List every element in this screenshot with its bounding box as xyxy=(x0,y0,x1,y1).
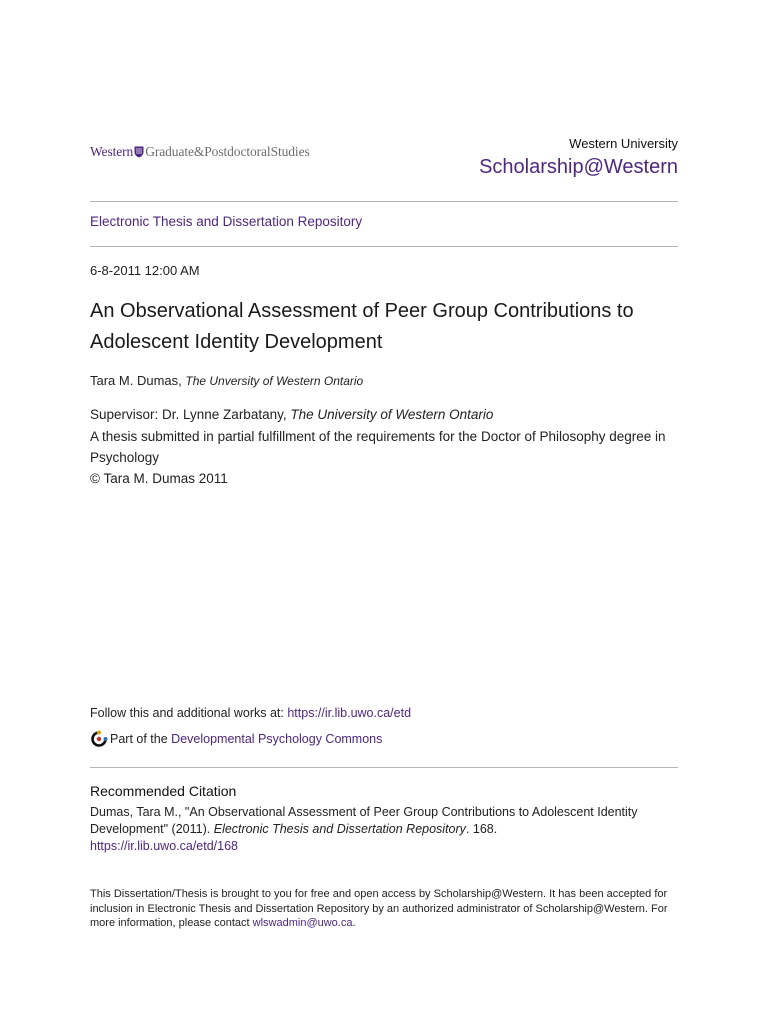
etd-url-link[interactable]: https://ir.lib.uwo.ca/etd xyxy=(287,706,412,720)
author-name: Tara M. Dumas, xyxy=(90,373,182,388)
western-gps-logo[interactable] xyxy=(90,144,310,160)
access-statement xyxy=(90,887,678,931)
copyright-line: © Tara M. Dumas 2011 xyxy=(90,471,228,486)
contact-email-link[interactable]: wlswadmin@uwo.ca xyxy=(252,917,353,929)
cover-page xyxy=(90,0,678,1024)
header-branding xyxy=(378,136,678,180)
thesis-title: An Observational Assessment of Peer Group Contributions to Adolescent Identity Development xyxy=(90,300,634,353)
divider-top xyxy=(90,201,678,202)
divider-citation xyxy=(90,767,678,768)
access-statement-text: This Dissertation/Thesis is brought to you for free and open access by Scholarship@Western. It has been accepted for inclusion in Electronic Thesis and Dissertation Repository by an authorized administrator of Scholarship@Western. For more information, please contact xyxy=(90,888,668,929)
recommended-citation-heading: Recommended Citation xyxy=(90,783,237,799)
degree-statement: A thesis submitted in partial fulfillment of the requirements for the Doctor of Philosophy degree in Psychology xyxy=(90,429,666,465)
citation-number: . 168. xyxy=(465,822,498,836)
commons-network-icon xyxy=(90,730,108,748)
part-of-label: Part of the xyxy=(110,732,168,746)
developmental-psychology-commons-link[interactable]: Developmental Psychology Commons xyxy=(171,732,383,746)
author-affiliation: The Unversity of Western Ontario xyxy=(185,374,364,388)
follow-label: Follow this and additional works at: xyxy=(90,706,284,720)
part-of-line xyxy=(90,730,382,748)
citation-url-link[interactable]: https://ir.lib.uwo.ca/etd/168 xyxy=(90,839,239,853)
supervisor-name: Supervisor: Dr. Lynne Zarbatany, xyxy=(90,407,287,422)
access-statement-end: . xyxy=(352,917,356,929)
citation-journal: Electronic Thesis and Dissertation Repository xyxy=(213,822,466,836)
follow-line xyxy=(90,706,411,720)
repository-link[interactable]: Electronic Thesis and Dissertation Repository xyxy=(90,214,363,229)
divider-repository xyxy=(90,246,678,247)
western-crest-icon xyxy=(134,146,144,158)
university-name: Western University xyxy=(569,136,678,151)
citation-block xyxy=(90,804,678,855)
thesis-date: 6-8-2011 12:00 AM xyxy=(90,263,200,278)
logo-gps-text: Graduate&PostdoctoralStudies xyxy=(145,144,310,159)
supervisor-affiliation: The University of Western Ontario xyxy=(290,407,494,422)
thesis-details xyxy=(90,404,678,489)
author-line xyxy=(90,373,363,388)
scholarship-western-link[interactable]: Scholarship@Western xyxy=(479,156,678,178)
logo-western-text: Western xyxy=(90,144,134,159)
supervisor-line xyxy=(90,404,678,425)
citation-text: Dumas, Tara M., "An Observational Assessment of Peer Group Contributions to Adolescent Identity Development" (2011). xyxy=(90,805,638,836)
